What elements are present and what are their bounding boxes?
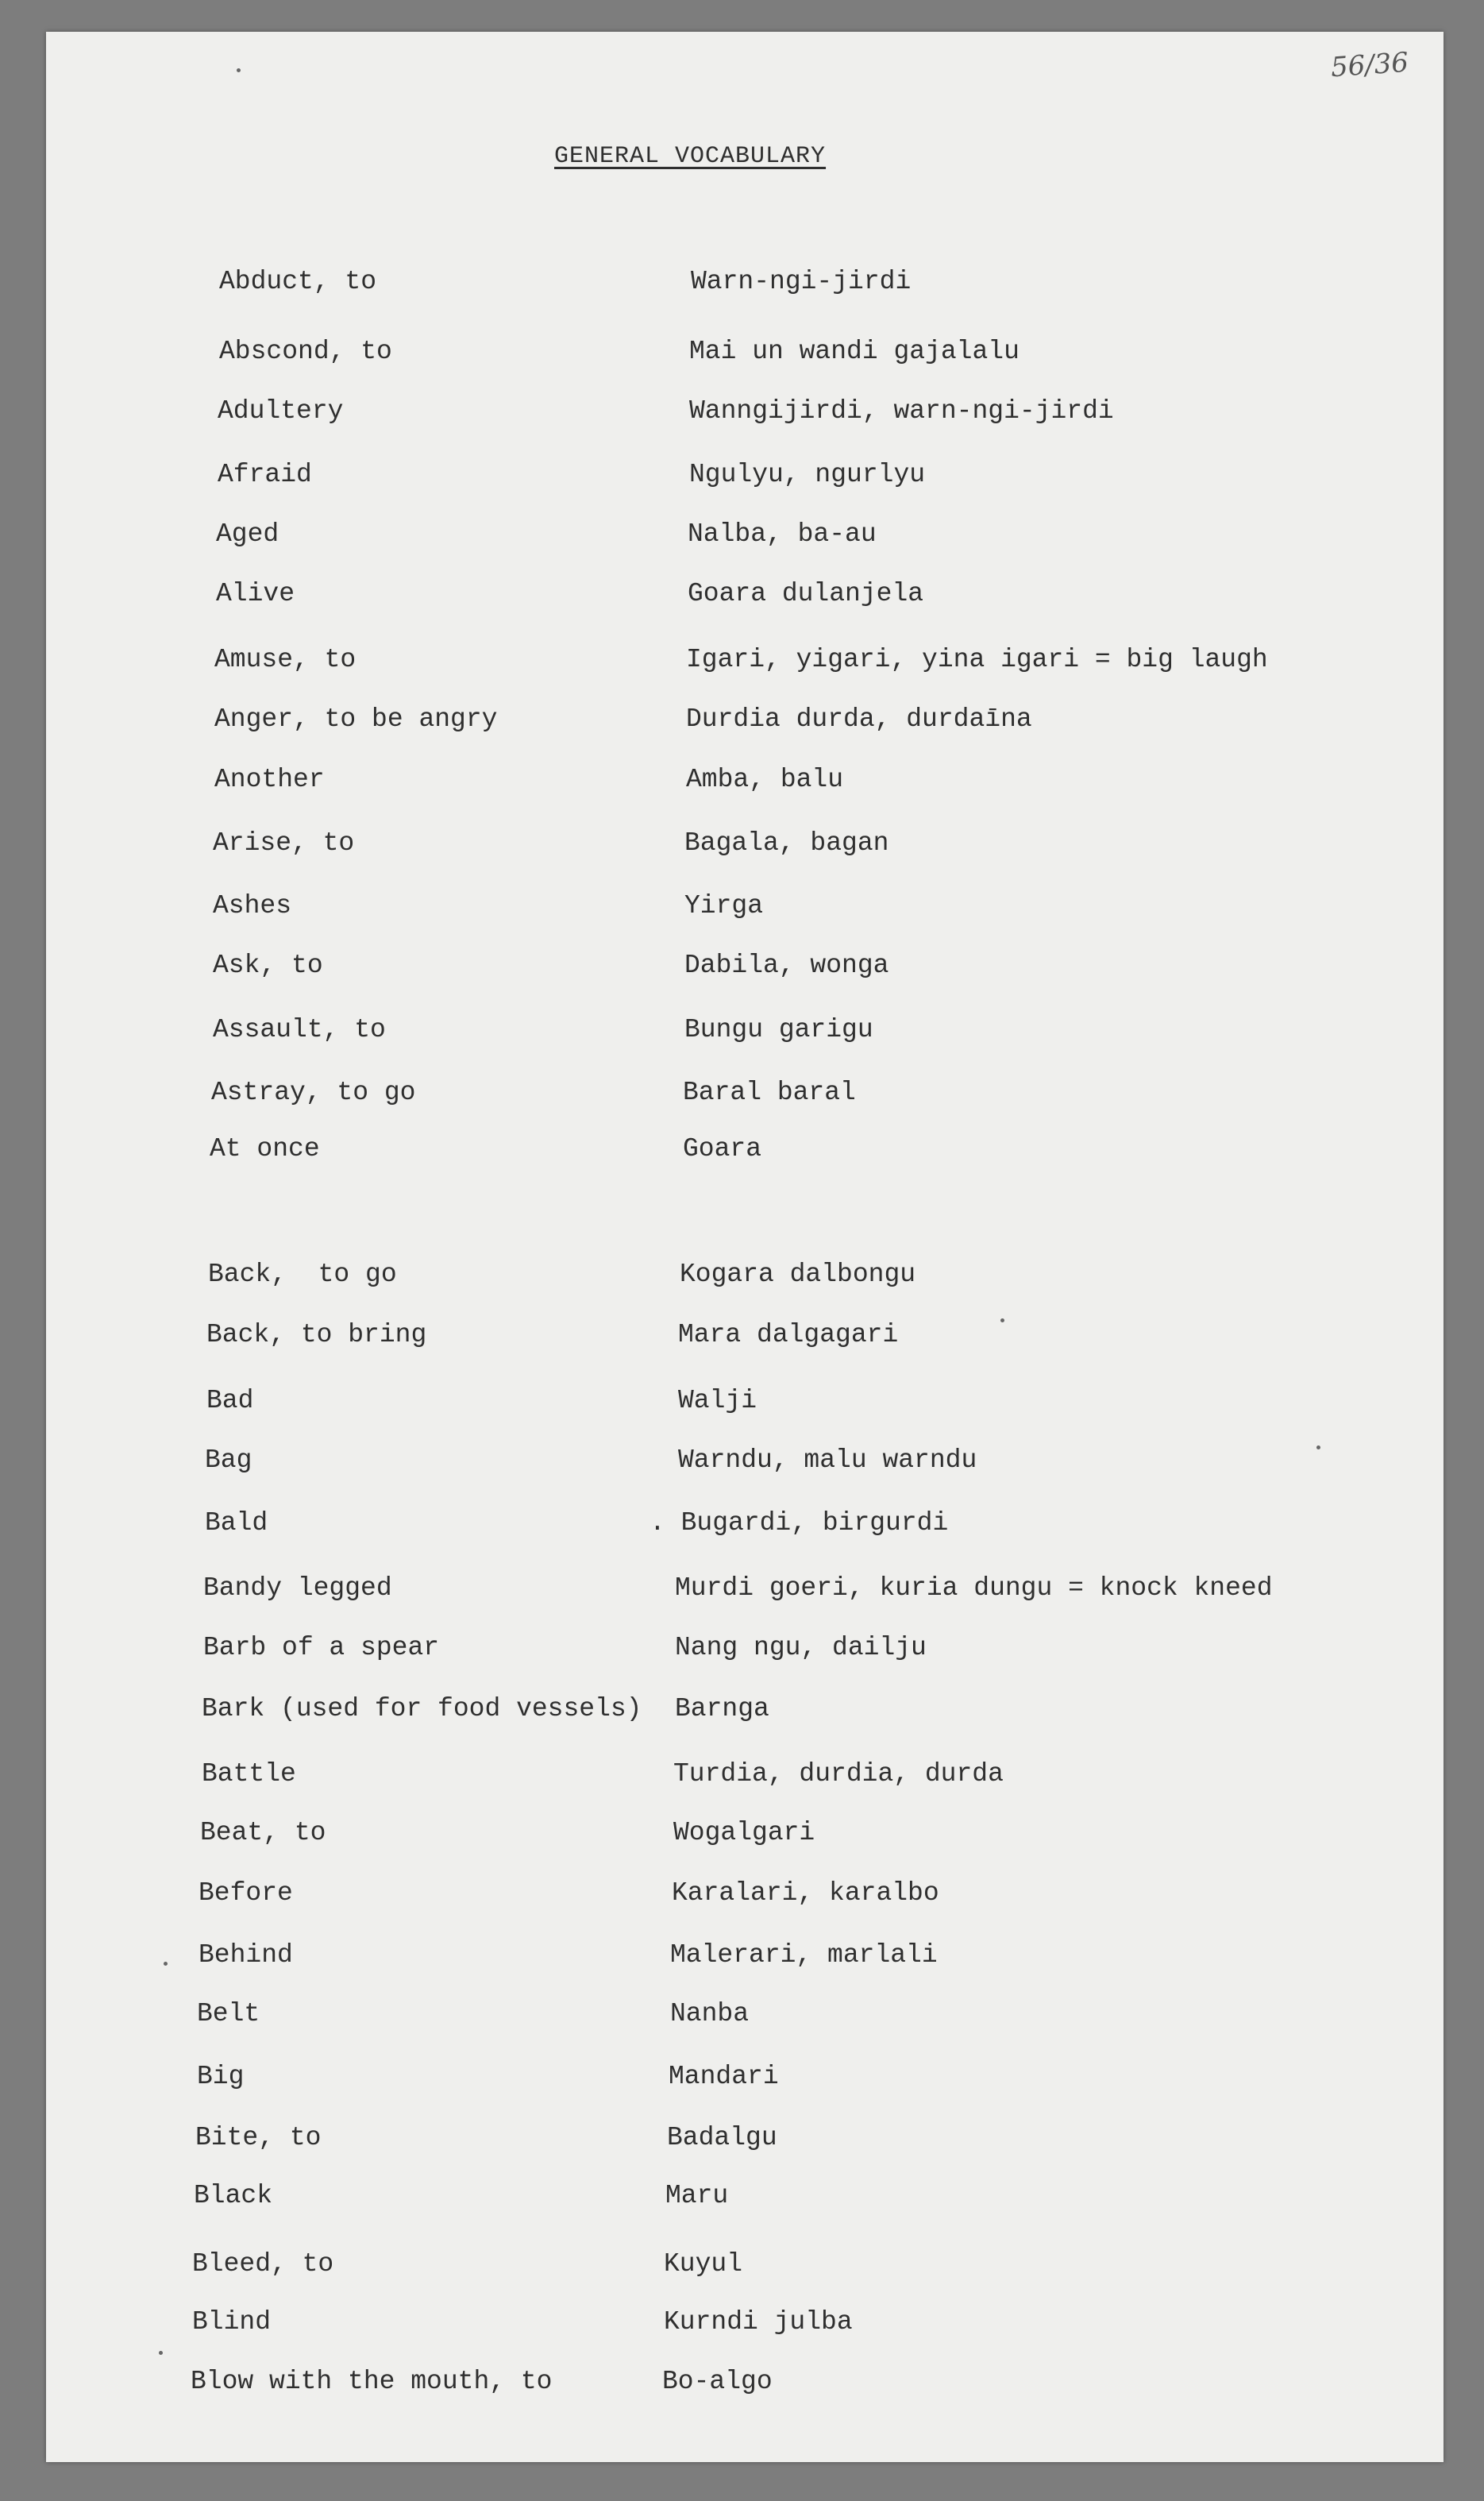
english-term: Battle	[202, 1759, 296, 1789]
paper-speck	[159, 2351, 163, 2355]
vocab-entry	[46, 2305, 1444, 2345]
vocab-entry	[46, 264, 1444, 304]
english-term: Back, to go	[208, 1260, 397, 1289]
native-gloss: Barnga	[675, 1694, 769, 1723]
native-gloss: Warn-ngi-jirdi	[691, 267, 912, 296]
vocab-entry	[46, 1257, 1444, 1297]
vocab-entry	[46, 517, 1444, 557]
english-term: Amuse, to	[214, 645, 357, 674]
native-gloss: Wanngijirdi, warn-ngi-jirdi	[689, 396, 1114, 426]
native-gloss: Nang ngu, dailju	[675, 1633, 927, 1662]
native-gloss: Bungu garigu	[684, 1015, 873, 1044]
english-term: Abscond, to	[219, 337, 392, 366]
native-gloss: Walji	[678, 1386, 757, 1415]
native-gloss: Nalba, ba-au	[688, 519, 877, 549]
document-page	[46, 32, 1444, 2462]
vocab-entry	[46, 2364, 1444, 2404]
english-term: Astray, to go	[211, 1078, 416, 1107]
native-gloss: Mara dalgagari	[678, 1320, 899, 1349]
vocab-entry	[46, 1384, 1444, 1423]
native-gloss: Badalgu	[667, 2123, 777, 2152]
native-gloss: Maru	[665, 2181, 729, 2210]
vocab-entry	[46, 1816, 1444, 1855]
native-gloss: Durdia durda, durdaīna	[686, 704, 1032, 734]
vocab-entry	[46, 1506, 1444, 1546]
native-gloss: Goara	[683, 1134, 762, 1164]
native-gloss: Bagala, bagan	[684, 828, 889, 858]
english-term: Barb of a spear	[203, 1633, 440, 1662]
vocab-entry	[46, 1631, 1444, 1670]
paper-speck	[1316, 1445, 1320, 1449]
vocab-entry	[46, 1013, 1444, 1052]
english-term: Bite, to	[195, 2123, 322, 2152]
vocab-entry	[46, 889, 1444, 928]
english-term: Bandy legged	[203, 1573, 392, 1603]
english-term: Blow with the mouth, to	[191, 2367, 553, 2396]
vocab-entry	[46, 2179, 1444, 2218]
paper-speck	[1000, 1318, 1004, 1322]
english-term: Bark (used for food vessels)	[202, 1694, 642, 1723]
native-gloss: Baral baral	[683, 1078, 856, 1107]
english-term: Aged	[216, 519, 279, 549]
native-gloss: Warndu, malu warndu	[678, 1445, 977, 1475]
english-term: Bag	[205, 1445, 252, 1475]
native-gloss: Turdia, durdia, durda	[673, 1759, 1004, 1789]
vocab-entry	[46, 1876, 1444, 1916]
paper-speck	[164, 1962, 168, 1966]
english-term: Arise, to	[213, 828, 355, 858]
vocab-entry	[46, 702, 1444, 742]
native-gloss: . Bugardi, birgurdi	[649, 1508, 949, 1538]
vocab-entry	[46, 643, 1444, 682]
native-gloss: Ngulyu, ngurlyu	[689, 460, 926, 489]
english-term: Before	[199, 1878, 293, 1908]
page-title: GENERAL VOCABULARY	[554, 143, 827, 170]
vocab-entry	[46, 1692, 1444, 1731]
english-term: Afraid	[218, 460, 312, 489]
native-gloss: Yirga	[684, 891, 764, 921]
native-gloss: Nanba	[670, 1999, 750, 2028]
vocab-entry	[46, 1443, 1444, 1483]
english-term: Belt	[197, 1999, 260, 2028]
vocab-entry	[46, 394, 1444, 434]
native-gloss: Kurndi julba	[664, 2307, 853, 2337]
native-gloss: Malerari, marlali	[670, 1940, 938, 1970]
english-term: Abduct, to	[219, 267, 377, 296]
english-term: Ashes	[213, 891, 292, 921]
native-gloss: Kuyul	[664, 2249, 743, 2279]
vocab-entry	[46, 1075, 1444, 1115]
english-term: Ask, to	[213, 951, 323, 980]
english-term: Bad	[206, 1386, 254, 1415]
english-term: Black	[194, 2181, 273, 2210]
english-term: Bleed, to	[192, 2249, 334, 2279]
english-term: Anger, to be angry	[214, 704, 498, 734]
vocab-entry	[46, 2247, 1444, 2287]
english-term: Back, to bring	[206, 1320, 427, 1349]
english-term: At once	[210, 1134, 320, 1164]
vocab-entry	[46, 1997, 1444, 2036]
vocab-entry	[46, 577, 1444, 616]
native-gloss: Murdi goeri, kuria dungu = knock kneed	[675, 1573, 1273, 1603]
vocab-entry	[46, 826, 1444, 866]
english-term: Bald	[205, 1508, 268, 1538]
vocab-entry	[46, 1757, 1444, 1797]
native-gloss: Bo-algo	[662, 2367, 773, 2396]
english-term: Adultery	[218, 396, 344, 426]
native-gloss: Amba, balu	[686, 765, 844, 794]
vocab-entry	[46, 1132, 1444, 1171]
english-term: Assault, to	[213, 1015, 386, 1044]
native-gloss: Karalari, karalbo	[672, 1878, 939, 1908]
english-term: Alive	[216, 579, 295, 608]
english-term: Big	[197, 2062, 245, 2091]
english-term: Another	[214, 765, 325, 794]
vocab-entry	[46, 457, 1444, 497]
vocab-entry	[46, 2121, 1444, 2160]
english-term: Beat, to	[200, 1818, 326, 1847]
paper-speck	[237, 68, 241, 72]
vocab-entry	[46, 762, 1444, 802]
vocabulary-list	[46, 32, 1444, 2462]
native-gloss: Wogalgari	[673, 1818, 815, 1847]
vocab-entry	[46, 1571, 1444, 1611]
native-gloss: Mai un wandi gajalalu	[689, 337, 1020, 366]
vocab-entry	[46, 1318, 1444, 1357]
native-gloss: Goara dulanjela	[688, 579, 924, 608]
english-term: Blind	[192, 2307, 272, 2337]
native-gloss: Kogara dalbongu	[680, 1260, 916, 1289]
vocab-entry	[46, 948, 1444, 988]
vocab-entry	[46, 2059, 1444, 2099]
native-gloss: Dabila, wonga	[684, 951, 889, 980]
folio-number: 56/36	[1329, 46, 1410, 84]
english-term: Behind	[199, 1940, 293, 1970]
native-gloss: Mandari	[669, 2062, 779, 2091]
vocab-entry	[46, 1938, 1444, 1978]
native-gloss: Igari, yigari, yina igari = big laugh	[686, 645, 1268, 674]
vocab-entry	[46, 334, 1444, 374]
